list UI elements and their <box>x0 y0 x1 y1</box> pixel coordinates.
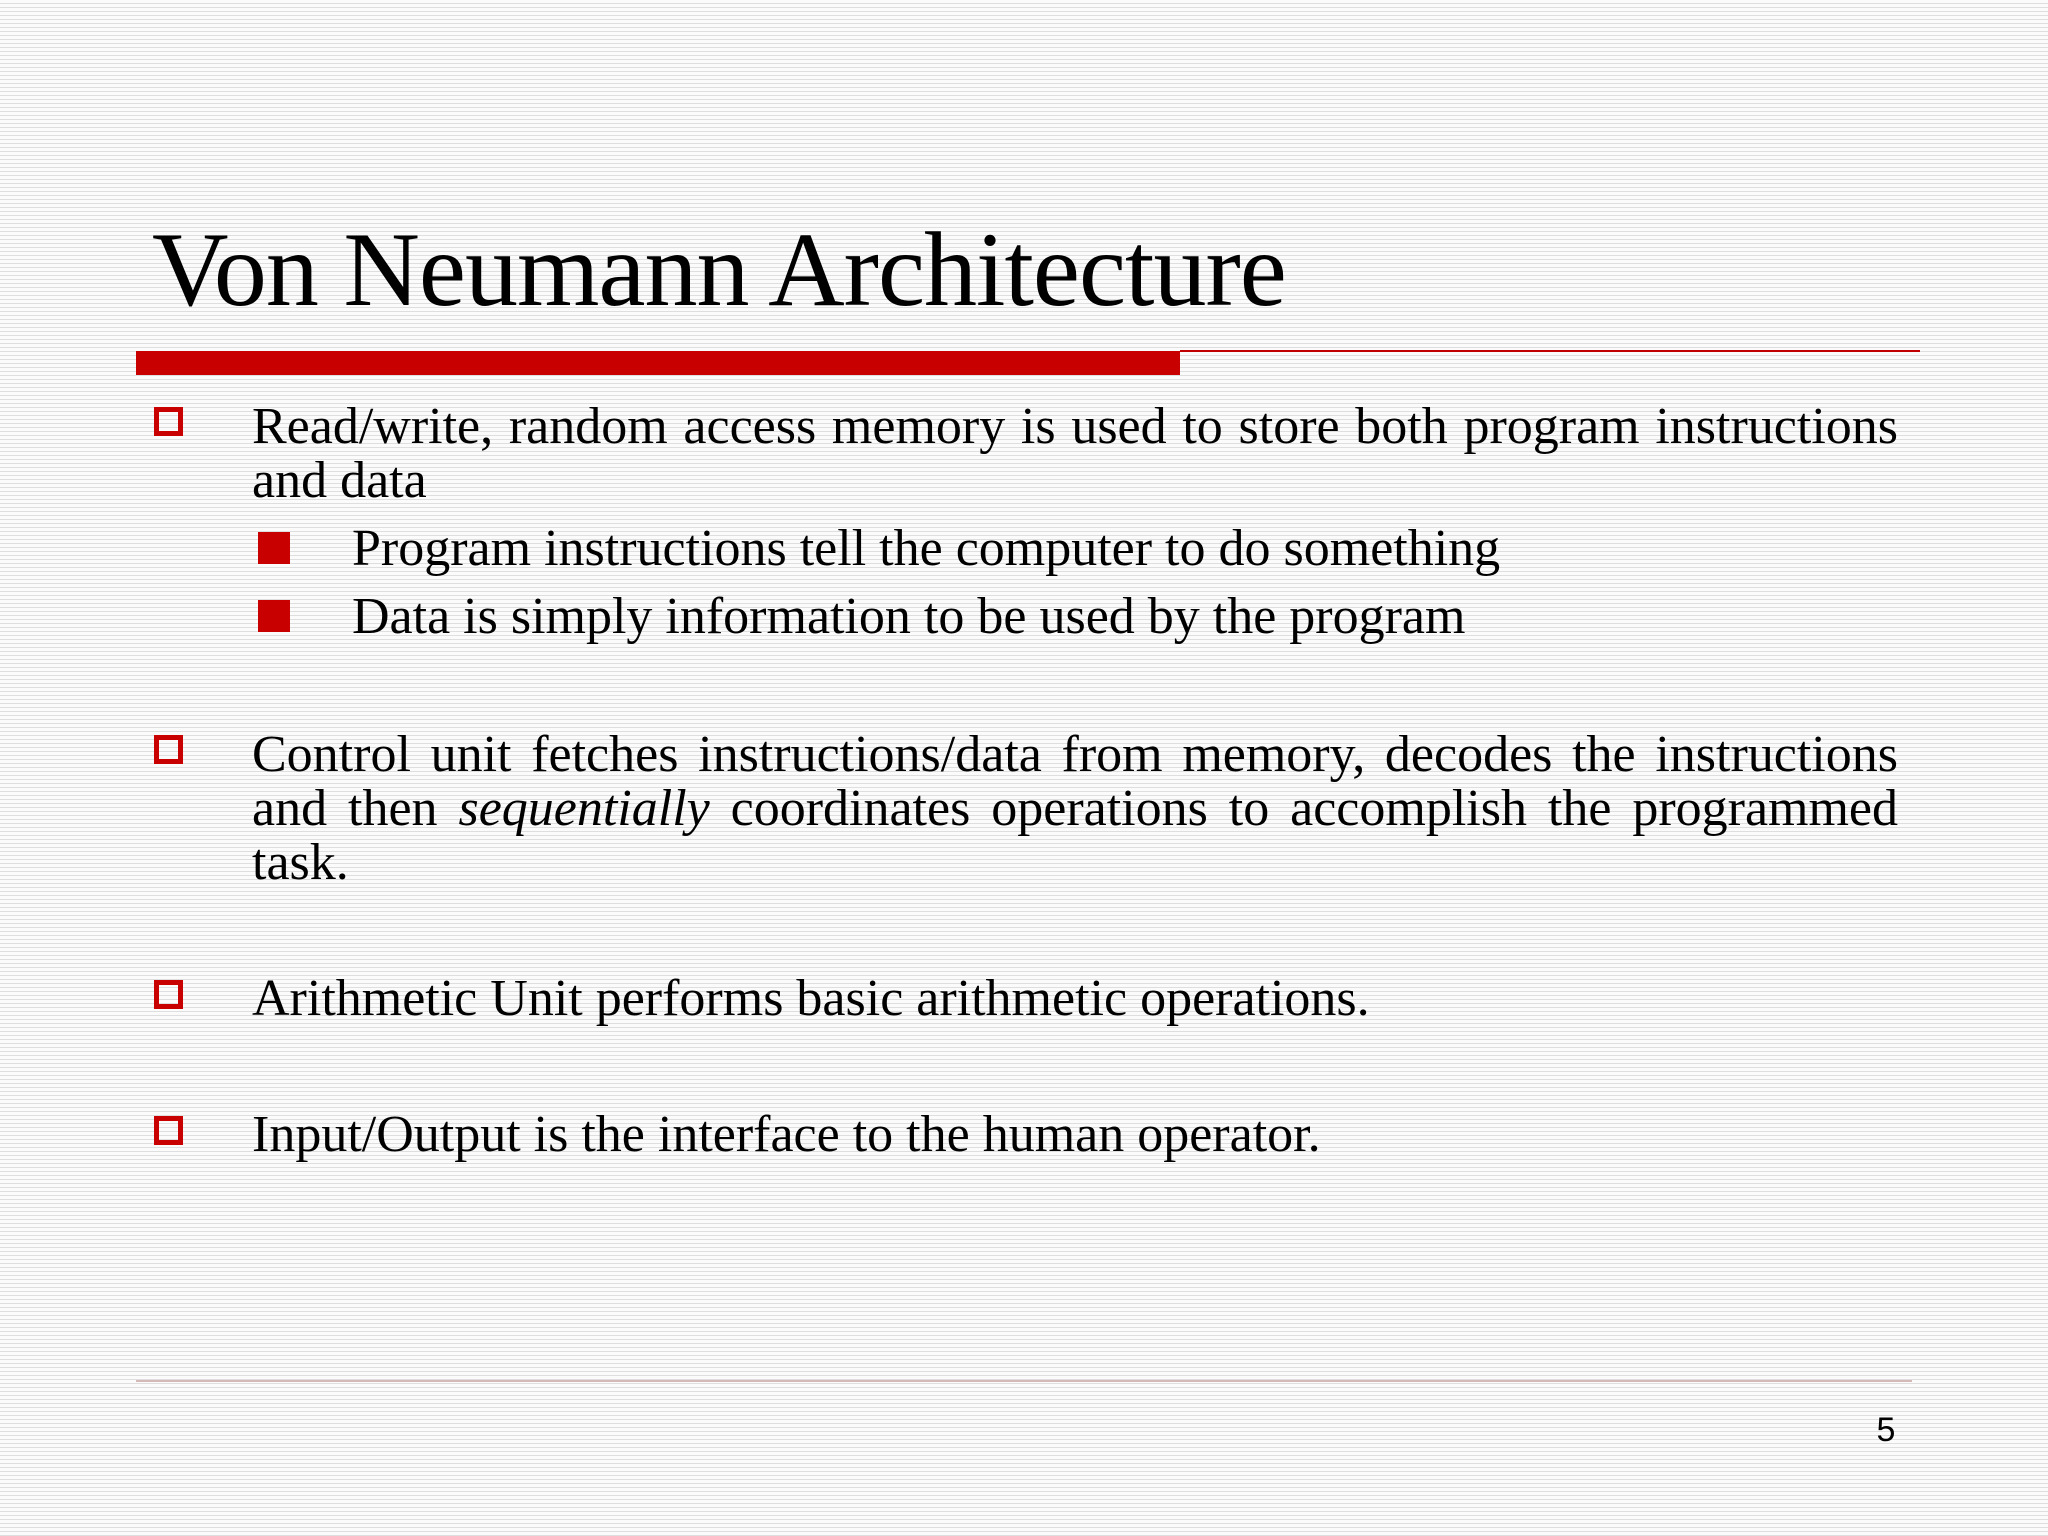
hollow-square-bullet-icon <box>154 1116 183 1145</box>
bullet-control-unit-text-before: Control unit fetches instructions/data from memory, decodes the instructions and then <box>252 726 1898 837</box>
bullet-input-output: Input/Output is the interface to the human operator. <box>252 1106 1321 1163</box>
sub-bullet-program-instructions: Program instructions tell the computer to do something <box>352 520 1501 577</box>
title-underline-thick <box>136 351 1180 375</box>
bullet-arithmetic-unit: Arithmetic Unit performs basic arithmetic operations. <box>252 970 1370 1027</box>
hollow-square-bullet-icon <box>154 980 183 1009</box>
hollow-square-bullet-icon <box>154 735 183 764</box>
bullet-control-unit-emphasis: sequentially <box>458 780 710 837</box>
bullet-control-unit-text-after: coordinates operations to accomplish the programmed task. <box>252 780 1899 891</box>
filled-square-bullet-icon <box>258 532 290 564</box>
title-underline-thin <box>1180 350 1920 352</box>
page-number: 5 <box>1876 1411 1896 1449</box>
filled-square-bullet-icon <box>258 600 290 632</box>
sub-bullet-data: Data is simply information to be used by the program <box>352 588 1466 645</box>
hollow-square-bullet-icon <box>154 407 183 436</box>
bullet-memory: Read/write, random access memory is used to store both program instructions and data <box>252 398 1898 509</box>
bullet-control-unit <box>252 728 1898 890</box>
footer-divider <box>136 1380 1912 1382</box>
slide-title: Von Neumann Architecture <box>152 211 1286 328</box>
